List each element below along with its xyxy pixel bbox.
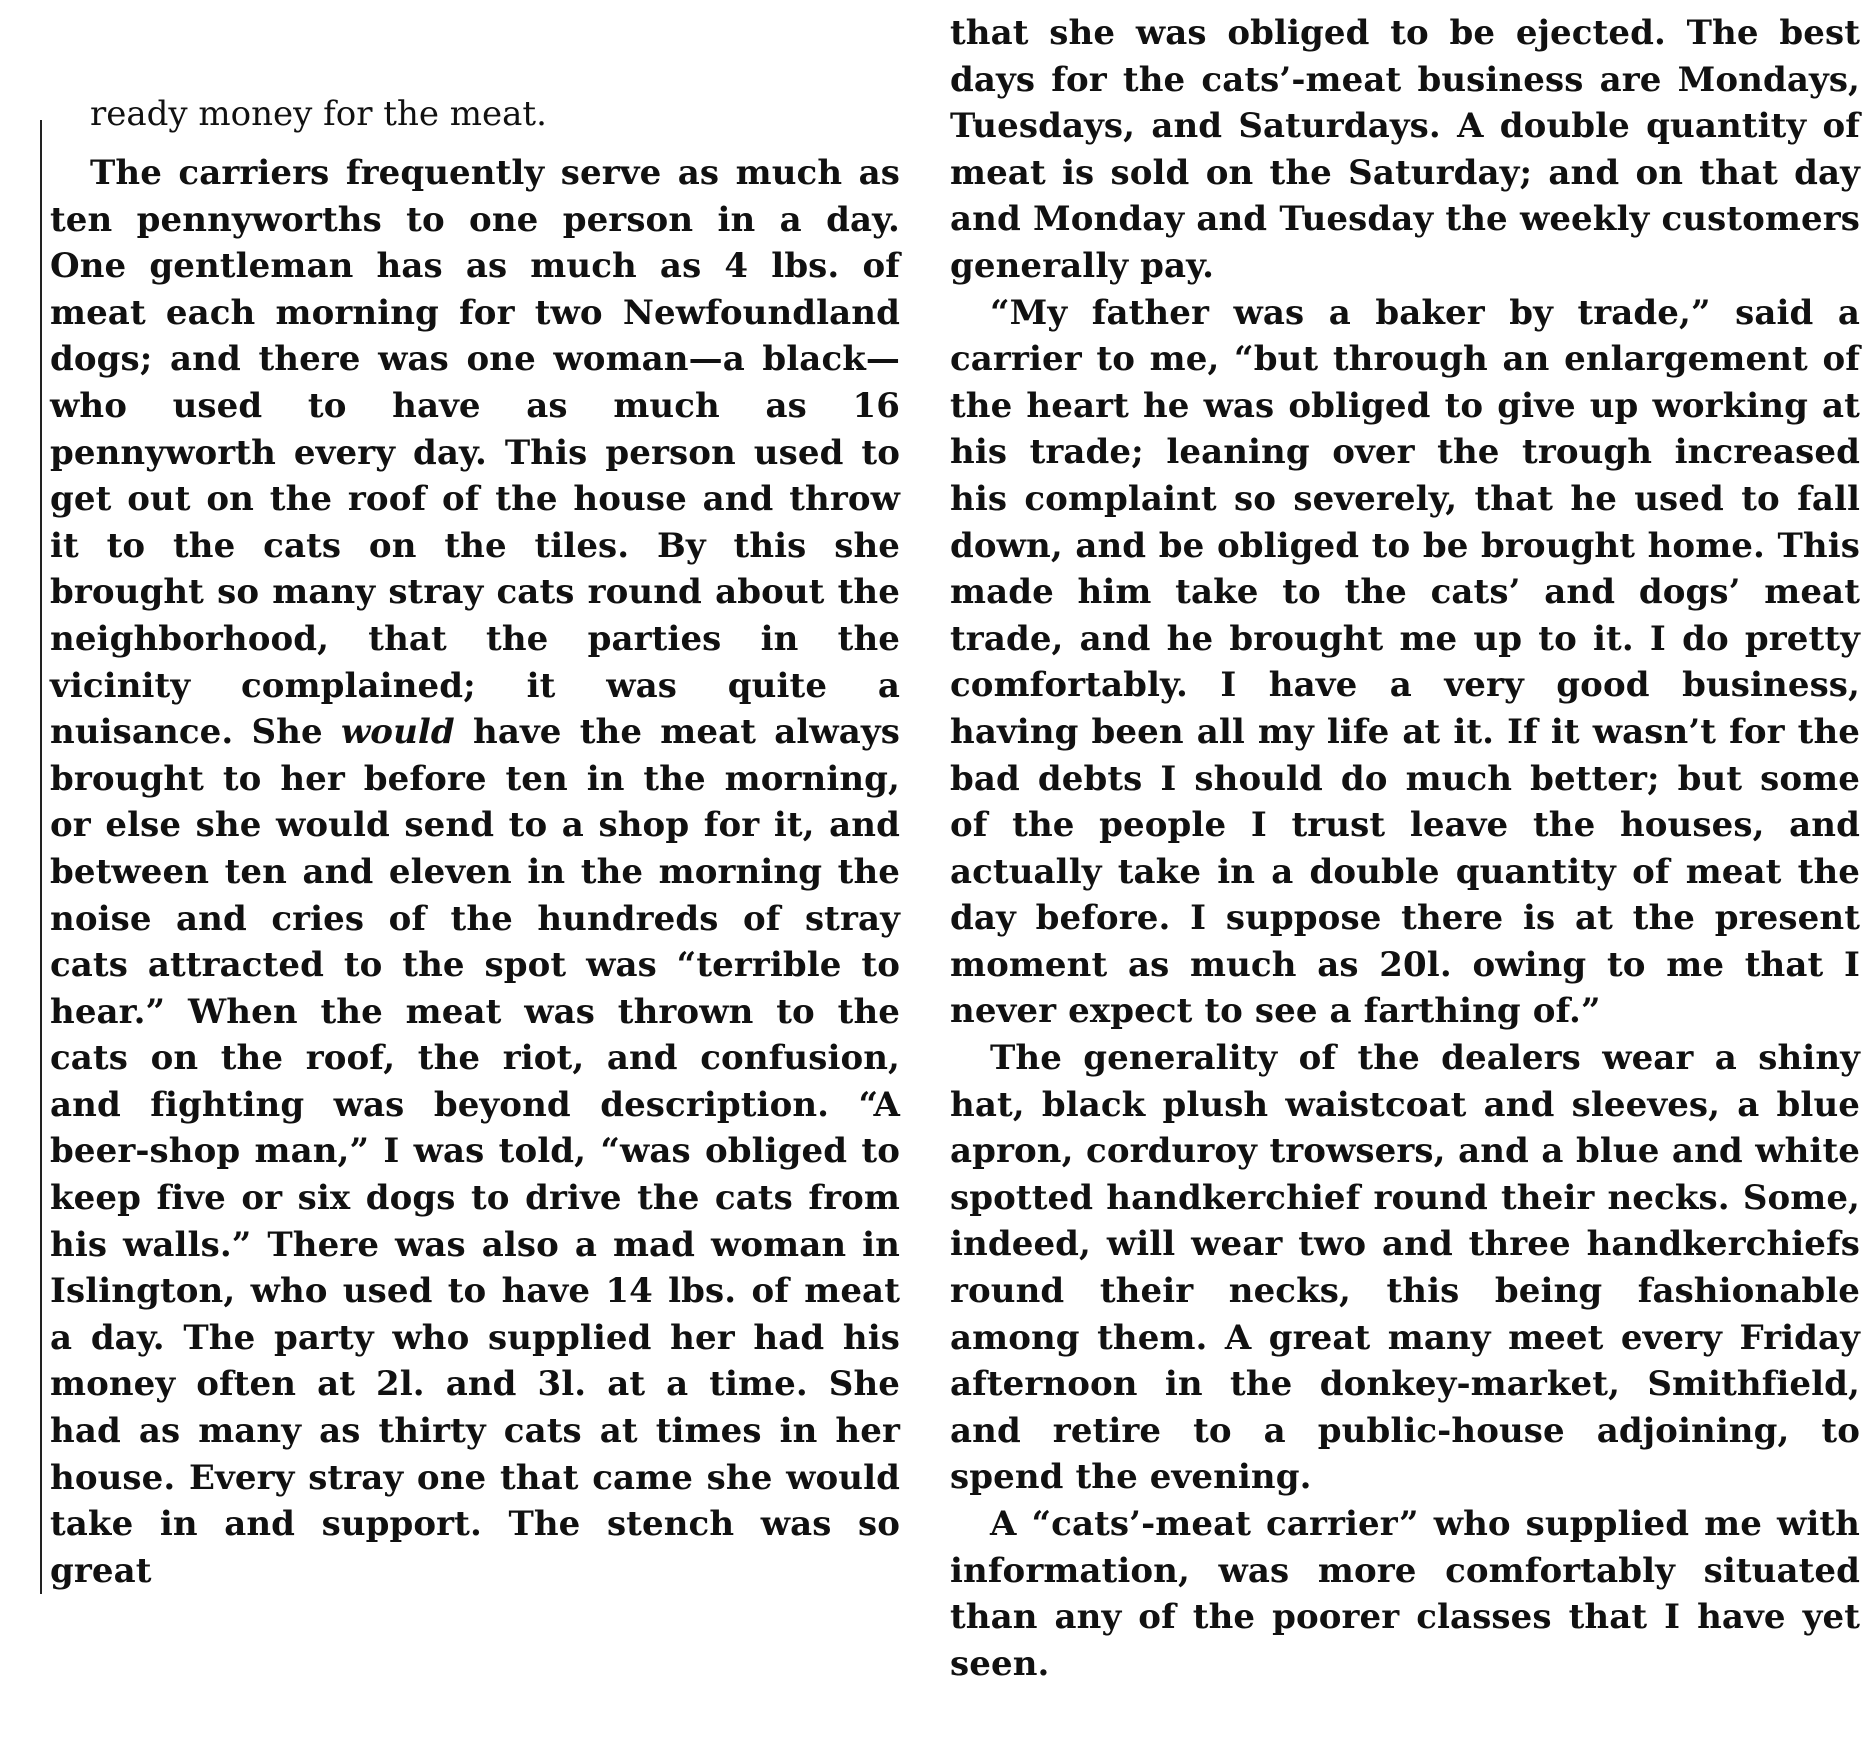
italic-emphasis: would bbox=[340, 712, 455, 753]
left-paragraph-1-text-a: The carriers frequently serve as much as ten pennyworths to one person in a day. One gentleman has as much as 4 lbs. of meat each morning for two Newfoundland dogs; and there was one woman—a black—who used to have as much as 16 pennyworth every day. This person used to get out on the roof of the house and throw it to the cats on the tiles. By this she brought so many stray cats round about the neighborhood, that the parties in the vicinity complained; it was quite a nuisance. She bbox=[50, 153, 900, 753]
left-paragraph-1 bbox=[50, 150, 900, 1594]
left-column bbox=[40, 94, 900, 1594]
right-column bbox=[950, 10, 1860, 1687]
right-paragraph-3: The generality of the dealers wear a shiny hat, black plush waistcoat and sleeves, a blue apron, corduroy trowsers, and a blue and white spotted handkerchief round their necks. Some, indeed, will wear two and three handkerchiefs round their necks, this being fashionable among them. A great many meet every Friday afternoon in the donkey-market, Smithfield, and retire to a public-house adjoining, to spend the evening. bbox=[950, 1038, 1860, 1498]
right-paragraph-1: that she was obliged to be ejected. The best days for the cats’-meat business are Mondays, Tuesdays, and Saturdays. A double quantity of meat is sold on the Saturday; and on that day and Monday and Tuesday the weekly customers generally pay. bbox=[950, 13, 1860, 286]
cutoff-line bbox=[90, 94, 900, 142]
right-paragraph-2: “My father was a baker by trade,” said a carrier to me, “but through an enlargement of the heart he was obliged to give up working at his trade; leaning over the trough increased his complaint so severely, that he used to fall down, and be obliged to be brought home. This made him take to the cats’ and dogs’ meat trade, and he brought me up to it. I do pretty comfortably. I have a very good business, having been all my life at it. If it wasn’t for the bad debts I should do much better; but some of the people I trust leave the houses, and actually take in a double quantity of meat the day before. I suppose there is at the present moment as much as 20l. owing to me that I never expect to see a farthing of.” bbox=[950, 292, 1860, 1032]
cutoff-line-text: ready money for the meat. bbox=[90, 94, 547, 134]
right-paragraph-4: A “cats’-meat carrier” who supplied me with information, was more comfortably situated than any of the poorer classes that I have yet seen. bbox=[950, 1504, 1860, 1684]
left-paragraph-1-text-b: have the meat always brought to her before ten in the morning, or else she would send to a shop for it, and between ten and eleven in the morning the noise and cries of the hundreds of stray cats attracted to the spot was “terrible to hear.” When the meat was thrown to the cats on the roof, the riot, and confusion, and fighting was beyond description. “A beer-shop man,” I was told, “was obliged to keep five or six dogs to drive the cats from his walls.” There was also a mad woman in Islington, who used to have 14 lbs. of meat a day. The party who supplied her had his money often at 2l. and 3l. at a time. She had as many as thirty cats at times in her house. Every stray one that came she would take in and support. The stench was so great bbox=[50, 712, 900, 1591]
